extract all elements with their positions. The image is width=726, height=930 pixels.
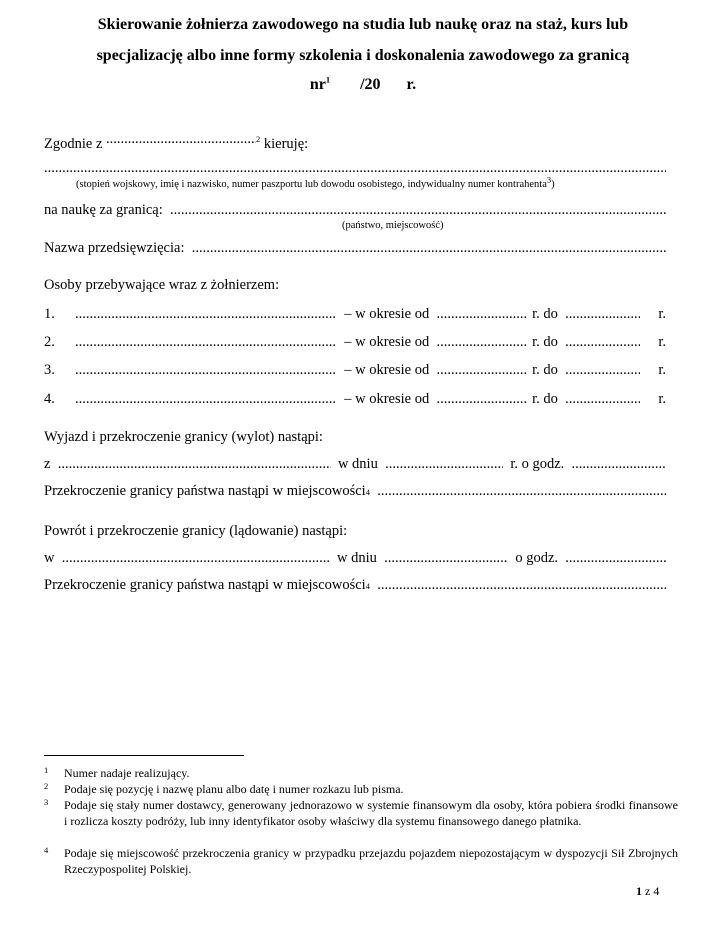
nazwa-field[interactable] [192, 240, 666, 257]
wyjazd-time-field[interactable] [572, 456, 666, 473]
page-sep: z [645, 884, 651, 898]
footnote [44, 845, 678, 877]
person-do-label: r. do [532, 306, 558, 322]
person-r-label: r. [658, 306, 666, 322]
person-row [44, 391, 666, 408]
footnote-number: 1 [44, 765, 49, 775]
soldier-note-ref: 3 [546, 174, 552, 185]
page-current: 1 [636, 884, 642, 898]
soldier-row [44, 160, 666, 177]
person-from-field[interactable] [436, 306, 528, 323]
nr-year-part: /20 [360, 76, 381, 93]
powrot-row [44, 550, 666, 567]
person-from-field[interactable] [436, 362, 528, 379]
person-r-label: r. [658, 334, 666, 350]
person-number: 2. [44, 334, 55, 350]
person-to-field[interactable] [565, 334, 640, 351]
footnote [44, 797, 678, 829]
person-from-field[interactable] [436, 391, 528, 408]
nauka-field[interactable] [170, 202, 666, 219]
powrot-w-dniu-label: w dniu [336, 550, 377, 566]
nauka-row [44, 202, 666, 219]
person-do-label: r. do [532, 391, 558, 407]
wyjazd-w-dniu-label: w dniu [337, 456, 378, 472]
footnote-number: 3 [44, 797, 49, 807]
footnote-text: Podaje się stały numer dostawcy, generowany jednorazowo w systemie finansowym dla osoby, która pobiera środki finansowe i rozlicza koszty podróży, lub inny identyfikator osoby właściwy dla systemu finansowego danego płatnika. [64, 798, 678, 828]
powrot-header: Powrót i przekroczenie granicy (lądowanie) nastąpi: [44, 523, 348, 539]
footnote-text: Podaje się pozycję i nazwę planu albo datę i numer rozkazu lub pisma. [64, 782, 404, 796]
person-row [44, 362, 666, 379]
powrot-place-field[interactable] [62, 550, 330, 567]
person-do-label: r. do [532, 362, 558, 378]
przekroczenie-ladowanie-field[interactable] [377, 577, 666, 594]
person-name-field[interactable] [75, 391, 337, 408]
zgodnie-footnote-ref: 2 [256, 134, 261, 145]
przekroczenie-ladowanie-row: Przekroczenie granicy państwa nastąpi w miejscowości 4 ..... [44, 577, 666, 594]
soldier-field-note [76, 174, 555, 190]
person-name-field[interactable] [75, 334, 337, 351]
nr-label: nr [309, 76, 326, 93]
person-okres-label: – w okresie od [344, 362, 430, 378]
nauka-label: na naukę za granicą: [44, 202, 163, 218]
person-name-field[interactable] [75, 306, 337, 323]
wyjazd-header: Wyjazd i przekroczenie granicy (wylot) nastąpi: [44, 429, 323, 445]
powrot-w-label: w [44, 550, 55, 566]
person-to-field[interactable] [565, 362, 640, 379]
zgodnie-label: Zgodnie z [44, 136, 103, 152]
przekroczenie-wylot-label: Przekroczenie granicy państwa nastąpi w miejscowości [44, 483, 366, 499]
document-title-line-2: specjalizację albo inne formy szkolenia i doskonalenia zawodowego za granicą [96, 47, 630, 64]
wyjazd-place-field[interactable] [58, 456, 331, 473]
footnote-separator [44, 755, 244, 756]
person-to-field[interactable] [565, 391, 640, 408]
panstwo-note: (państwo, miejscowość) [342, 220, 444, 231]
kieruje-label: kieruję: [263, 136, 309, 152]
wyjazd-date-field[interactable] [385, 456, 503, 473]
przekroczenie-wylot-row: Przekroczenie granicy państwa nastąpi w miejscowości 4 ..... [44, 483, 666, 500]
footnote [44, 781, 678, 797]
footnote-text: Podaje się miejscowość przekroczenia granicy w przypadku przejazdu pojazdem niepozostającym w dyspozycji Sił Zbrojnych Rzeczypospolitej Polskiej. [64, 846, 678, 876]
powrot-date-field[interactable] [384, 550, 508, 567]
person-row [44, 306, 666, 323]
przekroczenie-ladowanie-label: Przekroczenie granicy państwa nastąpi w miejscowości [44, 577, 366, 593]
person-row [44, 334, 666, 351]
powrot-godz-label: o godz. [515, 550, 559, 566]
przekroczenie-wylot-field[interactable] [377, 483, 666, 500]
person-name-field[interactable] [75, 362, 337, 379]
person-okres-label: – w okresie od [344, 391, 430, 407]
footnote-number: 2 [44, 781, 49, 791]
nr-r-suffix: r. [406, 76, 417, 93]
footnote-number: 4 [44, 845, 49, 855]
wyjazd-row [44, 456, 666, 473]
person-r-label: r. [658, 362, 666, 378]
wyjazd-godz-label: r. o godz. [510, 456, 565, 472]
person-do-label: r. do [532, 334, 558, 350]
wyjazd-z-label: z [44, 456, 51, 472]
powrot-time-field[interactable] [565, 550, 666, 567]
nazwa-label: Nazwa przedsięwzięcia: [44, 240, 185, 256]
footnote [44, 765, 678, 781]
document-title-line-1: Skierowanie żołnierza zawodowego na studia lub naukę oraz na staż, kurs lub [97, 16, 629, 33]
person-from-field[interactable] [436, 334, 528, 351]
osoby-header: Osoby przebywające wraz z żołnierzem: [44, 277, 280, 293]
document-number [44, 76, 682, 94]
soldier-note-text: (stopień wojskowy, imię i nazwisko, numer paszportu lub dowodu osobistego, indywidualny numer kontrahenta [76, 179, 547, 190]
nr-footnote-ref: 1 [325, 74, 331, 85]
page-number [636, 884, 659, 899]
footnote-text: Numer nadaje realizujący. [64, 766, 190, 780]
soldier-note-end: ) [551, 179, 555, 190]
page-total: 4 [653, 884, 660, 898]
soldier-field[interactable] [44, 160, 666, 177]
nazwa-row [44, 240, 666, 257]
person-number: 1. [44, 306, 55, 322]
person-number: 3. [44, 362, 55, 378]
person-okres-label: – w okresie od [344, 306, 430, 322]
person-okres-label: – w okresie od [344, 334, 430, 350]
person-to-field[interactable] [565, 306, 640, 323]
zgodnie-field[interactable] [106, 131, 256, 148]
person-r-label: r. [658, 391, 666, 407]
person-number: 4. [44, 391, 55, 407]
zgodnie-row [44, 131, 666, 153]
